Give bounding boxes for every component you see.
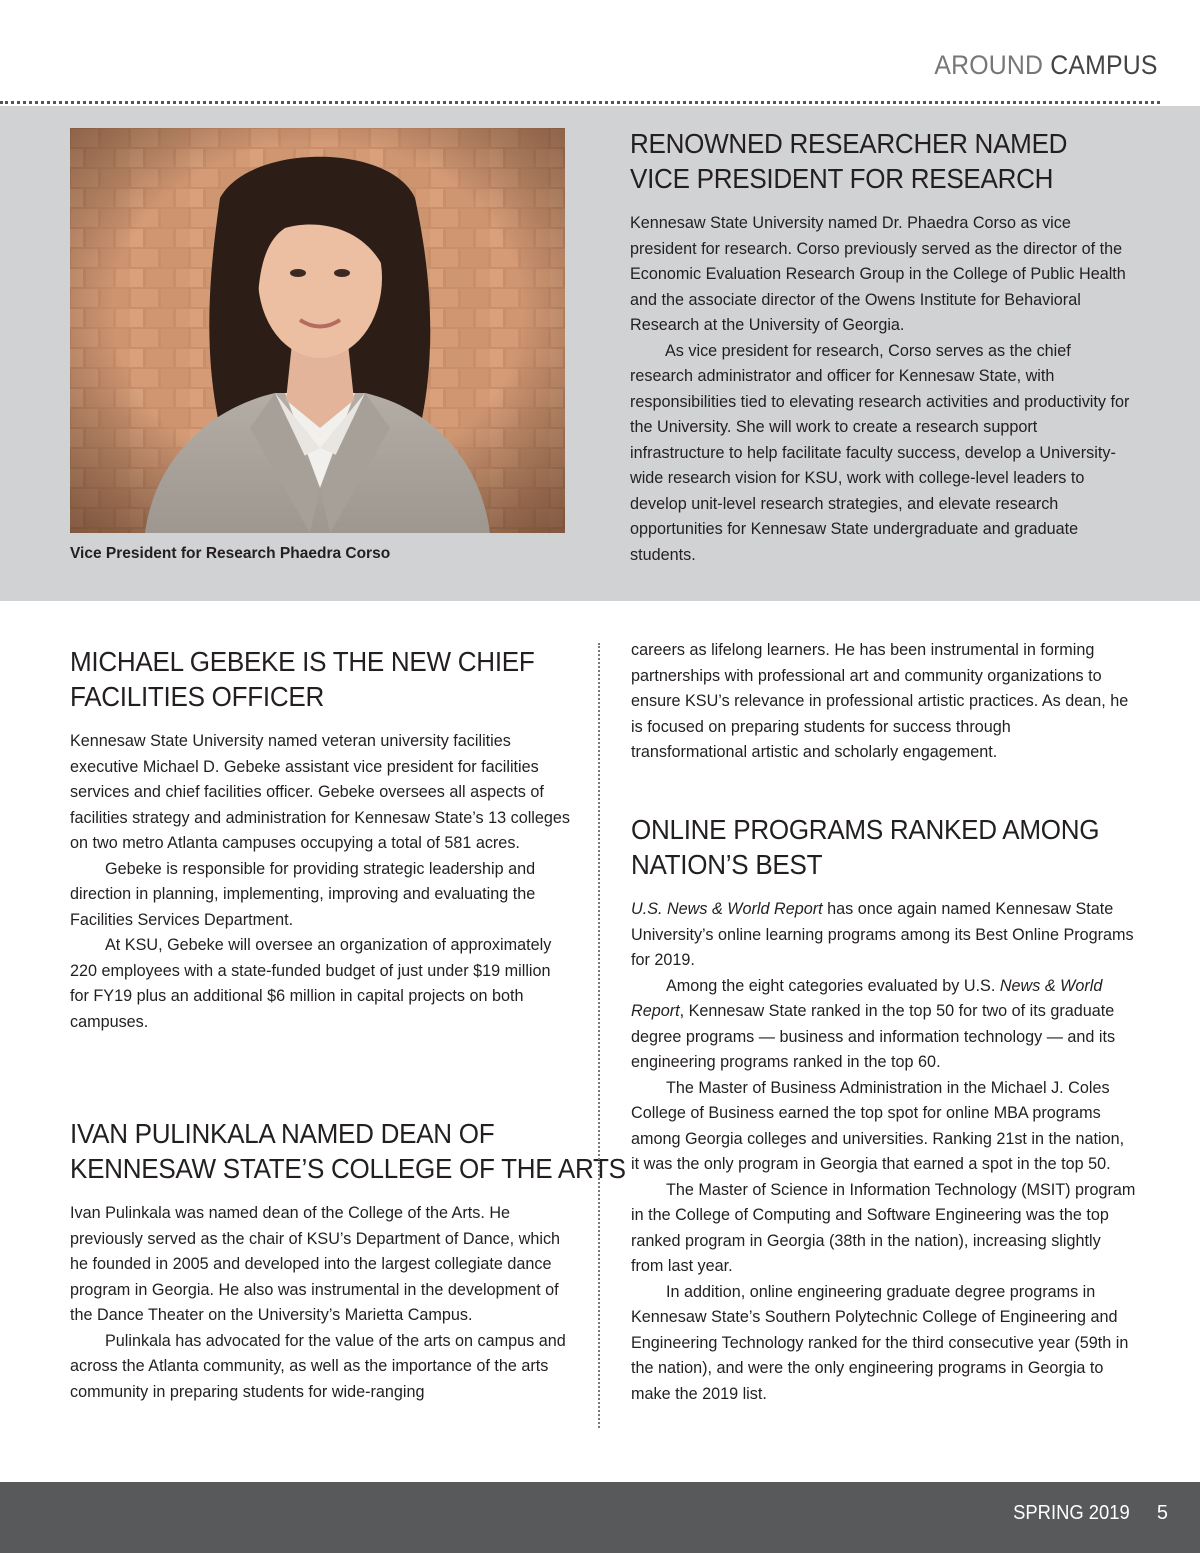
photo-caption: Vice President for Research Phaedra Corso [70, 545, 391, 562]
online-paragraph: The Master of Science in Information Technology (MSIT) program in the College of Computing and Software Engineering was the top ranked program in Georgia (38th in the nation), increasing slightly from last year. [631, 1180, 1136, 1275]
pulinkala-paragraph: Ivan Pulinkala was named dean of the College of the Arts. He previously served as the chair of KSU’s Department of Dance, which he founded in 2005 and developed into the largest collegiate dance program in Georgia. He also was instrumental in the development of the Dance Theater on the University’s Marietta Campus. [70, 1204, 561, 1324]
feature-title [630, 126, 1095, 196]
issue-label: SPRING 2019 [1013, 1502, 1130, 1524]
gebeke-paragraph: At KSU, Gebeke will oversee an organization of approximately 220 employees with a state-funded budget of just under $19 million for FY19 plus an additional $6 million in capital projects on both campuses. [70, 936, 552, 1031]
header-dotted-rule [0, 101, 1160, 104]
feature-title-line1: RENOWNED RESEARCHER NAMED [630, 128, 1068, 159]
section-label-light: AROUND [934, 50, 1044, 80]
online-text: , Kennesaw State ranked in the top 50 for two of its graduate degree programs — business and information technology — and its engineering programs ranked in the top 60. [631, 1002, 1116, 1071]
gebeke-paragraph: Kennesaw State University named veteran university facilities executive Michael D. Gebeke assistant vice president for facilities services and chief facilities officer. Gebeke oversees all aspects of facilities strategy and administration for Kennesaw State’s 13 colleges on two metro Atlanta campuses occupying a total of 581 acres. [70, 732, 570, 852]
online-paragraph [631, 974, 1136, 1076]
portrait-illustration [70, 128, 565, 533]
online-article [631, 812, 1136, 1407]
portrait-photo [70, 128, 565, 533]
pulinkala-title-line2: KENNESAW STATE’S COLLEGE OF THE ARTS [70, 1153, 626, 1184]
online-title-line1: ONLINE PROGRAMS RANKED AMONG [631, 814, 1100, 845]
pulinkala-body [70, 1201, 570, 1405]
gebeke-article [70, 644, 570, 1035]
online-body [631, 897, 1136, 1407]
pulinkala-continued [631, 638, 1131, 766]
feature-article [630, 126, 1130, 568]
section-label [935, 50, 1158, 81]
gebeke-title [70, 644, 535, 714]
online-paragraph: The Master of Business Administration in the Michael J. Coles College of Business earned the top spot for online MBA programs among Georgia colleges and universities. Ranking 21st in the nation, it was the only program in Georgia that earned a spot in the top 50. [631, 1078, 1125, 1173]
online-paragraph: In addition, online engineering graduate degree programs in Kennesaw State’s Southern Polytechnic College of Engineering and Engineering Technology ranked for the third consecutive year (59th in the nation), and were the only engineering programs in Georgia to make the 2019 list. [631, 1282, 1129, 1403]
feature-title-line2: VICE PRESIDENT FOR RESEARCH [630, 163, 1054, 194]
feature-paragraph: Kennesaw State University named Dr. Phaedra Corso as vice president for research. Corso previously served as the director of the Economic Evaluation Research Group in the College of Public Health and the associate director of the Owens Institute for Behavioral Research at the University of Georgia. [630, 214, 1126, 334]
page-number: 5 [1156, 1502, 1168, 1524]
gebeke-title-line2: FACILITIES OFFICER [70, 681, 324, 712]
online-text: Among the eight categories evaluated by U.S. [666, 976, 1000, 995]
pulinkala-paragraph-continued: careers as lifelong learners. He has been instrumental in forming partnerships with professional art and community organizations to ensure KSU’s relevance in professional artistic practices. As dean, he is focused on preparing students for success through transformational artistic and scholarly engagement. [631, 641, 1129, 761]
publication-name: U.S. News & World Report [631, 900, 823, 918]
online-title-line2: NATION’S BEST [631, 849, 823, 880]
page-footer [0, 1482, 1200, 1553]
pulinkala-paragraph: Pulinkala has advocated for the value of the arts on campus and across the Atlanta community, as well as the importance of the arts community in preparing students for wide-ranging [70, 1331, 566, 1401]
online-paragraph [631, 897, 1136, 974]
publication-name: News & World Report [631, 976, 1103, 1020]
online-text: has once again named Kennesaw State University’s online learning programs among its Best Online Programs for 2019. [631, 900, 1134, 969]
pulinkala-title [70, 1116, 626, 1186]
online-title [631, 812, 1101, 882]
pulinkala-article [70, 1116, 626, 1405]
feature-body [630, 211, 1130, 568]
section-label-strong: CAMPUS [1050, 50, 1158, 80]
feature-paragraph: As vice president for research, Corso serves as the chief research administrator and officer for Kennesaw State, with responsibilities tied to elevating research activities and productivity for the University. She will work to create a research support infrastructure to help facilitate faculty success, develop a University-wide research vision for KSU, work with college-level leaders to develop unit-level research strategies, and elevate research opportunities for Kennesaw State undergraduate and graduate students. [630, 341, 1130, 564]
gebeke-title-line1: MICHAEL GEBEKE IS THE NEW CHIEF [70, 646, 535, 677]
gebeke-paragraph: Gebeke is responsible for providing strategic leadership and direction in planning, implementing, improving and evaluating the Facilities Services Department. [70, 859, 536, 929]
pulinkala-title-line1: IVAN PULINKALA NAMED DEAN OF [70, 1118, 495, 1149]
gebeke-body [70, 729, 570, 1035]
column-divider [598, 643, 600, 1428]
